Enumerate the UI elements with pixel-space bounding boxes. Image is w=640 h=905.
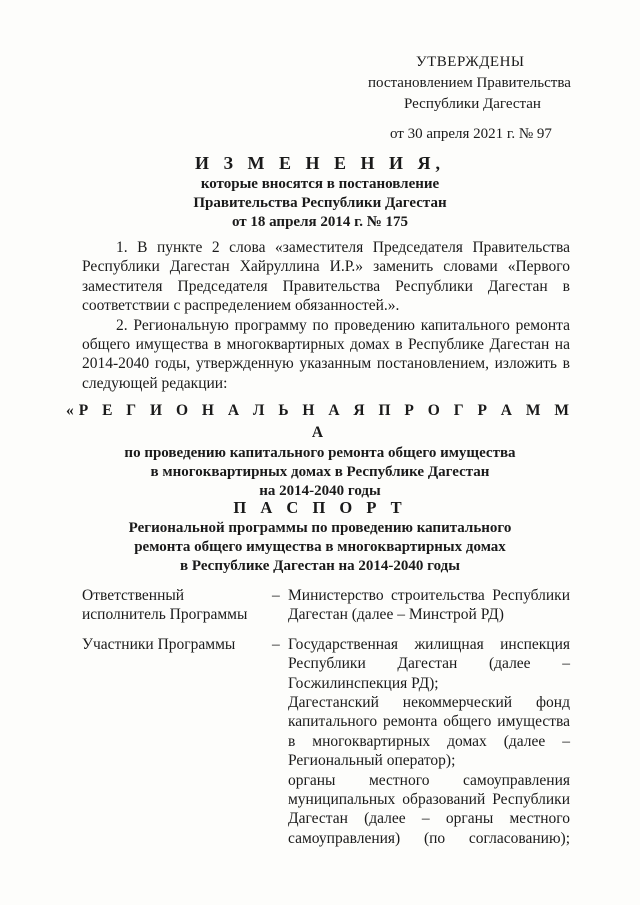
approval-stamp	[350, 52, 590, 145]
table-row	[82, 586, 570, 625]
program-heading	[60, 400, 580, 501]
body-text	[82, 238, 570, 393]
table-row	[82, 635, 570, 848]
row-dash: –	[272, 635, 280, 653]
approval-line: постановлением Правительства	[368, 75, 571, 91]
row-dash: –	[272, 587, 280, 604]
row-value: Министерство строительства Республики Дагестан (далее – Минстрой РД)	[288, 587, 570, 624]
row-label: Ответственный исполнитель Программы	[82, 587, 248, 624]
passport-subtitle: в Республике Дагестан на 2014-2040 годы	[180, 558, 460, 574]
passport-heading	[60, 497, 580, 576]
program-subtitle: на 2014-2040 годы	[259, 483, 381, 499]
passport-title: П А С П О Р Т	[233, 498, 407, 517]
changes-heading	[60, 151, 580, 232]
row-value: Государственная жилищная инспекция Республики Дагестан (далее – Госжилинспекция РД); Дагестанский некоммерческий фонд капитального ремонта общего имущества в многоквартирных домах (далее – Региональный оператор); органы местного самоуправления муниципальных образований Республики Дагестан (далее – органы местного самоуправления) (по согласованию);	[288, 635, 570, 847]
passport-subtitle: Региональной программы по проведению капитального	[128, 520, 512, 536]
changes-subtitle: от 18 апреля 2014 г. № 175	[231, 214, 409, 230]
approval-line: Республики Дагестан	[404, 96, 541, 112]
program-title: «Р Е Г И О Н А Л Ь Н А Я П Р О Г Р А М М А	[65, 402, 574, 441]
row-label: Участники Программы	[82, 635, 236, 653]
program-subtitle: в многоквартирных домах в Республике Дагестан	[150, 464, 490, 480]
paragraph-1: 1. В пункте 2 слова «заместителя Председателя Правительства Республики Дагестан Хайруллина И.Р.» заменить словами «Первого заместителя Председателя Правительства Республики Дагестан в соответствии с распределением обязанностей.».	[82, 239, 570, 315]
changes-subtitle: Правительства Республики Дагестан	[193, 195, 447, 211]
approval-heading: УТВЕРЖДЕНЫ	[416, 54, 525, 70]
program-subtitle: по проведению капитального ремонта общего имущества	[124, 445, 516, 461]
passport-subtitle: ремонта общего имущества в многоквартирных домах	[134, 539, 506, 555]
passport-table	[82, 586, 570, 858]
changes-subtitle: которые вносятся в постановление	[200, 176, 440, 192]
changes-title: И З М Е Н Е Н И Я,	[194, 153, 445, 173]
paragraph-2: 2. Региональную программу по проведению капитального ремонта общего имущества в многоквартирных домах в Республике Дагестан на 2014-2040 годы, утвержденную указанным постановлением, изложить в следующей редакции:	[82, 316, 570, 392]
approval-date: от 30 апреля 2021 г. № 97	[390, 126, 552, 142]
